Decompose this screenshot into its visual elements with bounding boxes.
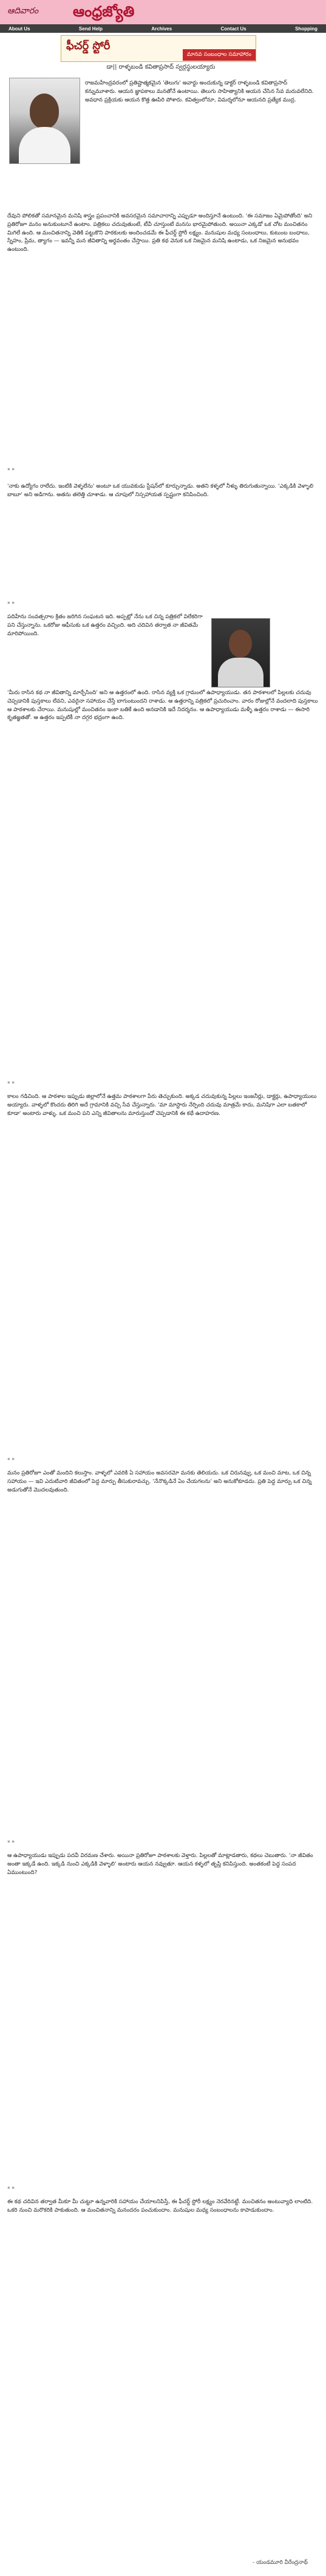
nav-shopping[interactable]: Shopping: [295, 26, 318, 32]
section-break: * *: [7, 1081, 15, 1087]
story-paragraph-2: 'నాకు ఉద్యోగం రాలేదు. ఇంటికి వెళ్ళలేను' అంటూ ఒక యువకుడు స్టేషన్‌లో కూర్చున్నాడు. అతని కళ్ళలో నీళ్ళు తిరుగుతున్నాయి. 'ఎక్కడికి వెళ్ళాలి బాబూ' అని అడిగాను. అతను తలెత్తి చూశాడు. ఆ చూపులో నిస్సహాయత స్పష్టంగా కనిపించింది.: [7, 483, 314, 498]
feature-banner: [61, 35, 256, 62]
nav-contact-us[interactable]: Contact Us: [220, 26, 246, 32]
story-paragraph-5: కాలం గడిచింది. ఆ పాఠశాల ఇప్పుడు జిల్లాలోనే ఉత్తమ పాఠశాలగా పేరు తెచ్చుకుంది. అక్కడ చదువుకున్న పిల్లలు ఇంజనీర్లు, డాక్టర్లు, ఉపాధ్యాయులు అయ్యారు. వాళ్ళలో కొందరు తిరిగి అదే గ్రామానికి వచ్చి సేవ చేస్తున్నారు. 'మా మాస్టారు నేర్పింది చదువు మాత్రమే కాదు, మనిషిగా ఎలా బతకాలో కూడా' అంటారు వాళ్ళు. ఒక మంచి పని ఎన్ని జీవితాలను మారుస్తుందో చెప్పడానికి ఈ కథే ఉదాహరణ.: [7, 1094, 317, 1117]
author-face: [30, 94, 59, 129]
nav-send-help[interactable]: Send Help: [78, 26, 103, 32]
top-navigation: [0, 24, 326, 33]
author-shirt: [19, 127, 70, 163]
article-intro: రాజమహేంద్రవరంలో ప్రతిష్టాత్మకమైన 'తెలుగు' అవార్డు అందుకున్న డాక్టర్ రాళ్ళబండి కవితాప్రసాద్ కన్నుమూశారు. ఆయన జ్ఞాపకాలు మనతోనే ఉంటాయి. తెలుగు సాహిత్యానికి ఆయన చేసిన సేవ మరువలేనిది. అవధాన ప్రక్రియకు ఆయన కొత్త ఊపిరి పోశారు. కవిత్వంలోనూ, విమర్శలోనూ ఆయనది ప్రత్యేక ముద్ర.: [85, 80, 314, 103]
writer-shirt: [218, 658, 263, 687]
brand-subtitle: ఆదివారం: [7, 6, 39, 16]
section-break: * *: [7, 1457, 15, 1463]
story-paragraph-1: దేవుని పోలికతో సమానమైన మనిషి శాస్త్రం ప్రపంచానికి అవసరమైన సమాచారాన్ని ఎప్పుడూ అందిస్తూనే ఉంటుంది. 'ఈ సమాజం ఏమైపోతోంది' అని ప్రతిరోజూ మనం అనుకుంటూనే ఉంటాం. పత్రికలు చదువుతుంటే, టీవీ చూస్తుంటే మనసు భారమైపోతుంది. అయినా ఎక్కడో ఒక చోట మంచితనం మిగిలే ఉంది. ఆ మంచితనాన్ని వెతికి పట్టుకొని పాఠకులకు అందించడమే ఈ ఫీచర్డ్ స్టోరీ లక్ష్యం. మనుషుల మధ్య సంబంధాలు, కుటుంబ బంధాలు, స్నేహం, ప్రేమ, త్యాగం — ఇవన్నీ మన జీవితాన్ని అర్థవంతం చేస్తాయి. ప్రతి కథ వెనుక ఒక నిజమైన మనిషి ఉంటాడు, ఒక నిజమైన అనుభవం ఉంటుంది.: [7, 213, 313, 253]
author-photo: [9, 78, 80, 164]
story-paragraph-6: మనం ప్రతిరోజూ ఎంతో మందిని కలుస్తాం. వాళ్ళలో ఎవరికి ఏ సహాయం అవసరమో మనకు తెలియదు. ఒక చిరునవ్వు, ఒక మంచి మాట, ఒక చిన్న సహాయం — ఇవి ఎదుటివారి జీవితంలో పెద్ద మార్పు తీసుకురావచ్చు. 'నేనొక్కడినే ఏం చేయగలను' అని అనుకోకూడదు. ప్రతి పెద్ద మార్పు ఒక చిన్న అడుగుతోనే మొదలవుతుంది.: [7, 1470, 312, 1493]
nav-about-us[interactable]: About Us: [8, 26, 30, 32]
story-paragraph-8: ఈ కథ చదివిన తర్వాత మీకూ మీ చుట్టూ ఉన్నవారికి సహాయం చేయాలనిపిస్తే, ఈ ఫీచర్డ్ స్టోరీ లక్ష్యం నెరవేరినట్టే. మంచితనం అంటువ్యాధి లాంటిది. ఒకరి నుంచి మరొకరికి పాకుతుంది. ఆ మంచితనాన్ని మనందరం పంచుకుందాం. మనుషుల మధ్య సంబంధాలను కాపాడుకుందాం.: [7, 2199, 313, 2213]
section-break: * *: [7, 601, 15, 607]
story-paragraph-4: 'మీరు రాసిన కథ నా జీవితాన్ని మార్చేసింది' అని ఆ ఉత్తరంలో ఉంది. రాసిన వ్యక్తి ఒక గ్రామంలో ఉపాధ్యాయుడు. తన పాఠశాలలో పిల్లలకు చదువు చెప్పడానికి పుస్తకాలు లేవని, ఎవరైనా సహాయం చేస్తే బాగుంటుందని రాశాడు. ఆ ఉత్తరాన్ని పత్రికలో ప్రచురించాం. వారం రోజుల్లోనే వందలాది పుస్తకాలు ఆ పాఠశాలకు చేరాయి. మనుషుల్లో మంచితనం ఇంకా బతికే ఉంది అనడానికి ఇదే నిదర్శనం. ఆ ఉపాధ్యాయుడు మళ్ళీ ఉత్తరం రాశాడు — ఈసారి కృతజ్ఞతతో. ఆ ఉత్తరం ఇప్పటికీ నా దగ్గర భద్రంగా ఉంది.: [7, 690, 318, 721]
banner-tagline: మానవ సంబంధాల సమాహారం: [183, 49, 256, 61]
story-paragraph-7: ఆ ఉపాధ్యాయుడు ఇప్పుడు పదవీ విరమణ చేశారు. అయినా ప్రతిరోజూ పాఠశాలకు వెళ్తారు. పిల్లలతో మాట్లాడతారు, కథలు చెబుతారు. 'నా జీవితం అంతా ఇక్కడే ఉంది. ఇక్కడి నుంచి ఎక్కడికి వెళ్ళాలి' అంటారు ఆయన నవ్వుతూ. ఆయన కళ్ళలో తృప్తి కనిపిస్తుంది. అంతకంటే పెద్ద సంపద ఏముంటుంది?: [7, 1853, 313, 1876]
section-break: * *: [7, 2186, 15, 2192]
nav-archives[interactable]: Archives: [151, 26, 172, 32]
article-signoff: - యండమూరి వీరేంద్రనాథ్: [253, 2560, 308, 2566]
banner-title: ఫీచర్డ్ స్టోరీ: [66, 39, 110, 52]
brand-logo[interactable]: ఆంధ్రజ్యోతి: [73, 2, 135, 20]
story-paragraph-3: పదిహేను సంవత్సరాల క్రితం జరిగిన సంఘటన ఇది. అప్పట్లో నేను ఒక చిన్న పత్రికలో విలేకరిగా పని చేస్తున్నాను. ఒకరోజు ఆఫీసుకు ఒక ఉత్తరం వచ్చింది. అది చదివిన తర్వాత నా జీవితమే మారిపోయింది.: [7, 614, 203, 637]
masthead: [0, 0, 326, 25]
section-break: * *: [7, 468, 15, 474]
article-byline: డా|| రాళ్ళబండి కవితాప్రసాద్ స్వర్గస్థులయ్యారు: [106, 64, 216, 70]
writer-photo: [211, 618, 270, 687]
section-break: * *: [7, 1840, 15, 1846]
writer-face: [229, 630, 252, 658]
